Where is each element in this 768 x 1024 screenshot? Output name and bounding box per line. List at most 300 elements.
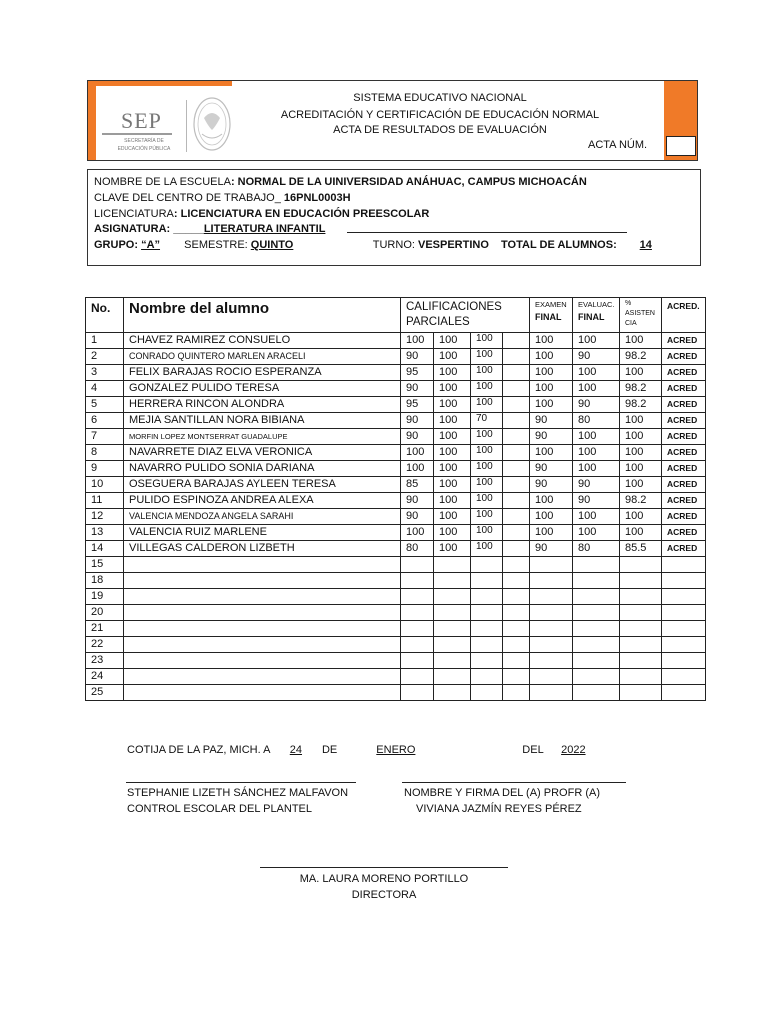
header-examen-line-2: FINAL <box>535 312 562 322</box>
grades-table <box>85 297 706 701</box>
cell-ac <box>662 637 706 653</box>
cell-as <box>620 653 662 669</box>
cell-p4 <box>503 621 530 637</box>
table-row <box>86 589 706 605</box>
cell-p1 <box>401 621 434 637</box>
cell-as: 98.2 <box>620 349 662 365</box>
cell-no: 5 <box>86 397 124 413</box>
signature-line-directora <box>260 867 508 868</box>
table-row <box>86 669 706 685</box>
signature-line-profesor <box>402 782 626 783</box>
cell-name: CONRADO QUINTERO MARLEN ARACELI <box>124 349 401 365</box>
signature-line-control-escolar <box>126 782 356 783</box>
cell-ex <box>530 685 573 701</box>
cell-ev: 90 <box>573 397 620 413</box>
cell-p2: 100 <box>434 461 471 477</box>
cell-no: 13 <box>86 525 124 541</box>
signer-3-role: DIRECTORA <box>351 889 417 901</box>
cell-p4 <box>503 669 530 685</box>
cell-p2: 100 <box>434 333 471 349</box>
cell-p4 <box>503 493 530 509</box>
cell-p3: 100 <box>471 365 503 381</box>
cell-p3 <box>471 573 503 589</box>
table-row <box>86 557 706 573</box>
cell-ex: 100 <box>530 381 573 397</box>
cell-ex <box>530 589 573 605</box>
asignatura-underline <box>347 232 627 233</box>
cell-p2: 100 <box>434 413 471 429</box>
cell-ev <box>573 589 620 605</box>
cell-ex: 100 <box>530 397 573 413</box>
cell-no: 22 <box>86 637 124 653</box>
cell-p4 <box>503 381 530 397</box>
cell-as <box>620 621 662 637</box>
cell-ac: ACRED <box>662 381 706 397</box>
cell-ex: 100 <box>530 333 573 349</box>
cell-ev: 100 <box>573 333 620 349</box>
licenciatura-value: : LICENCIATURA EN EDUCACIÓN PREESCOLAR <box>173 208 430 220</box>
cell-ev: 100 <box>573 429 620 445</box>
cell-p4 <box>503 413 530 429</box>
header-asistencia-line-3: CIA <box>625 320 637 327</box>
table-row <box>86 541 706 557</box>
cell-p3 <box>471 669 503 685</box>
cell-p2 <box>434 589 471 605</box>
cell-p1: 90 <box>401 429 434 445</box>
header-name: Nombre del alumno <box>124 298 401 333</box>
cell-ev: 80 <box>573 541 620 557</box>
grades-table-body <box>86 333 706 701</box>
cell-name: CHAVEZ RAMIREZ CONSUELO <box>124 333 401 349</box>
cell-no: 25 <box>86 685 124 701</box>
cell-p2: 100 <box>434 365 471 381</box>
cell-as: 100 <box>620 477 662 493</box>
cell-p1 <box>401 573 434 589</box>
table-row <box>86 621 706 637</box>
cell-as <box>620 605 662 621</box>
cell-p2: 100 <box>434 397 471 413</box>
cell-name: NAVARRETE DIAZ ELVA VERONICA <box>124 445 401 461</box>
cell-name: VALENCIA RUIZ MARLENE <box>124 525 401 541</box>
cell-p4 <box>503 589 530 605</box>
cell-ex: 100 <box>530 365 573 381</box>
cell-as: 100 <box>620 413 662 429</box>
cell-ex <box>530 653 573 669</box>
cell-name <box>124 573 401 589</box>
table-row <box>86 461 706 477</box>
cell-p3: 100 <box>471 493 503 509</box>
cell-p3 <box>471 605 503 621</box>
cell-ev <box>573 653 620 669</box>
cell-no: 11 <box>86 493 124 509</box>
cell-p4 <box>503 509 530 525</box>
cell-p3: 100 <box>471 525 503 541</box>
cell-p2 <box>434 621 471 637</box>
cell-ex: 100 <box>530 445 573 461</box>
cell-as <box>620 669 662 685</box>
cell-p2: 100 <box>434 445 471 461</box>
cell-ac: ACRED <box>662 333 706 349</box>
cell-p4 <box>503 573 530 589</box>
cell-no: 10 <box>86 477 124 493</box>
cell-ex <box>530 573 573 589</box>
cell-p2 <box>434 685 471 701</box>
cell-p2: 100 <box>434 493 471 509</box>
cell-ev: 100 <box>573 445 620 461</box>
date-place: COTIJA DE LA PAZ, MICH. A <box>127 744 273 756</box>
cell-p3: 100 <box>471 349 503 365</box>
school-name-label: NOMBRE DE LA ESCUELA <box>94 176 231 188</box>
sep-logo-rule <box>102 133 172 135</box>
cell-p4 <box>503 429 530 445</box>
cell-ac: ACRED <box>662 365 706 381</box>
cell-ev <box>573 669 620 685</box>
cell-ac: ACRED <box>662 429 706 445</box>
cell-no: 19 <box>86 589 124 605</box>
acta-number-label: ACTA NÚM. <box>588 139 648 151</box>
cell-p4 <box>503 349 530 365</box>
table-row <box>86 413 706 429</box>
cell-p2: 100 <box>434 541 471 557</box>
table-header-row <box>86 298 706 333</box>
cell-p1 <box>401 589 434 605</box>
cell-as: 98.2 <box>620 397 662 413</box>
cell-ev: 100 <box>573 461 620 477</box>
cell-ac <box>662 605 706 621</box>
cell-ac: ACRED <box>662 541 706 557</box>
header-calificaciones-parciales <box>401 298 530 333</box>
cell-name: NAVARRO PULIDO SONIA DARIANA <box>124 461 401 477</box>
cell-name: VALENCIA MENDOZA ANGELA SARAHI <box>124 509 401 525</box>
cell-no: 23 <box>86 653 124 669</box>
header-evaluacion-final <box>573 298 620 333</box>
cell-name: GONZALEZ PULIDO TERESA <box>124 381 401 397</box>
cell-name: MEJIA SANTILLAN NORA BIBIANA <box>124 413 401 429</box>
cell-name <box>124 589 401 605</box>
header-parciales-line-2: PARCIALES <box>406 316 470 328</box>
cell-p4 <box>503 685 530 701</box>
cell-p3: 100 <box>471 461 503 477</box>
licenciatura-label: LICENCIATURA <box>94 208 174 220</box>
cell-p4 <box>503 445 530 461</box>
cell-p2: 100 <box>434 509 471 525</box>
cell-ev <box>573 621 620 637</box>
cell-ex: 90 <box>530 429 573 445</box>
header-asistencia <box>620 298 662 333</box>
cell-p3: 100 <box>471 397 503 413</box>
cell-p4 <box>503 477 530 493</box>
cell-p2 <box>434 605 471 621</box>
cell-p3: 70 <box>471 413 503 429</box>
cell-name: OSEGUERA BARAJAS AYLEEN TERESA <box>124 477 401 493</box>
cell-p3: 100 <box>471 429 503 445</box>
cell-p2: 100 <box>434 477 471 493</box>
table-row <box>86 653 706 669</box>
cell-name <box>124 621 401 637</box>
cell-p4 <box>503 653 530 669</box>
school-name-value: : NORMAL DE LA UINIVERSIDAD ANÁHUAC, CAMPUS MICHOACÁN <box>230 176 587 188</box>
cell-ex <box>530 557 573 573</box>
cell-p1: 90 <box>401 413 434 429</box>
cell-ev <box>573 637 620 653</box>
cell-ex <box>530 605 573 621</box>
date-month: ENERO <box>376 744 416 756</box>
cell-no: 20 <box>86 605 124 621</box>
signer-1-role: CONTROL ESCOLAR DEL PLANTEL <box>127 803 313 815</box>
cell-no: 9 <box>86 461 124 477</box>
grupo-row <box>94 239 672 251</box>
table-row <box>86 477 706 493</box>
cell-name <box>124 605 401 621</box>
cell-p2 <box>434 573 471 589</box>
cell-name: HERRERA RINCON ALONDRA <box>124 397 401 413</box>
table-row <box>86 685 706 701</box>
cell-ac <box>662 685 706 701</box>
clave-row <box>94 192 351 204</box>
sep-logo-subtitle-1: SECRETARÍA DE <box>124 138 164 144</box>
table-row <box>86 605 706 621</box>
cell-p4 <box>503 541 530 557</box>
cell-p3: 100 <box>471 509 503 525</box>
cell-no: 1 <box>86 333 124 349</box>
table-row <box>86 397 706 413</box>
cell-as <box>620 589 662 605</box>
cell-p2: 100 <box>434 525 471 541</box>
header-examen-final <box>530 298 573 333</box>
total-alumnos-value: 14 <box>639 239 652 251</box>
cell-name <box>124 669 401 685</box>
cell-p2: 100 <box>434 349 471 365</box>
cell-ac: ACRED <box>662 477 706 493</box>
header-examen-line-1: EXAMEN <box>535 300 567 309</box>
cell-p2 <box>434 637 471 653</box>
cell-ev <box>573 685 620 701</box>
asignatura-label: ASIGNATURA: _____ <box>94 223 204 235</box>
cell-p1: 90 <box>401 493 434 509</box>
cell-ev: 100 <box>573 381 620 397</box>
cell-no: 8 <box>86 445 124 461</box>
cell-ex: 90 <box>530 461 573 477</box>
cell-ex: 90 <box>530 541 573 557</box>
cell-as: 100 <box>620 461 662 477</box>
cell-as: 100 <box>620 333 662 349</box>
turno-label: TURNO: <box>372 239 418 251</box>
cell-p3: 100 <box>471 477 503 493</box>
cell-ex: 90 <box>530 477 573 493</box>
cell-name <box>124 637 401 653</box>
cell-no: 14 <box>86 541 124 557</box>
cell-no: 12 <box>86 509 124 525</box>
cell-as: 100 <box>620 365 662 381</box>
cell-ac <box>662 653 706 669</box>
cell-p1: 90 <box>401 509 434 525</box>
cell-ev <box>573 557 620 573</box>
cell-p1: 100 <box>401 333 434 349</box>
table-row <box>86 429 706 445</box>
cell-ac <box>662 573 706 589</box>
cell-p3 <box>471 589 503 605</box>
cell-p2 <box>434 557 471 573</box>
table-row <box>86 525 706 541</box>
cell-ex: 100 <box>530 349 573 365</box>
cell-no: 15 <box>86 557 124 573</box>
cell-ac: ACRED <box>662 349 706 365</box>
table-row <box>86 381 706 397</box>
turno-value: VESPERTINO <box>418 239 489 251</box>
cell-ex <box>530 621 573 637</box>
cell-as: 98.2 <box>620 493 662 509</box>
cell-no: 24 <box>86 669 124 685</box>
cell-p3 <box>471 621 503 637</box>
cell-name: PULIDO ESPINOZA ANDREA ALEXA <box>124 493 401 509</box>
cell-p4 <box>503 637 530 653</box>
signer-3-name: MA. LAURA MORENO PORTILLO <box>299 873 469 885</box>
cell-name <box>124 685 401 701</box>
table-row <box>86 365 706 381</box>
cell-ac <box>662 557 706 573</box>
cell-p1 <box>401 669 434 685</box>
cell-p1 <box>401 605 434 621</box>
cell-ac <box>662 589 706 605</box>
cell-as: 100 <box>620 509 662 525</box>
cell-ex: 90 <box>530 413 573 429</box>
cell-ac <box>662 669 706 685</box>
cell-ex: 100 <box>530 493 573 509</box>
cell-as <box>620 573 662 589</box>
cell-ev <box>573 573 620 589</box>
cell-ac: ACRED <box>662 445 706 461</box>
header-evaluac-line-1: EVALUAC. <box>578 300 615 309</box>
total-alumnos-label: TOTAL DE ALUMNOS: <box>501 239 620 251</box>
header-line-1: SISTEMA EDUCATIVO NACIONAL <box>353 92 527 104</box>
cell-name: FELIX BARAJAS ROCIO ESPERANZA <box>124 365 401 381</box>
cell-p4 <box>503 525 530 541</box>
cell-p1: 85 <box>401 477 434 493</box>
cell-ac <box>662 621 706 637</box>
table-row <box>86 349 706 365</box>
cell-name: VILLEGAS CALDERON LIZBETH <box>124 541 401 557</box>
cell-p1: 80 <box>401 541 434 557</box>
cell-p1 <box>401 685 434 701</box>
orange-accent-bar-left <box>88 81 96 160</box>
cell-ex: 100 <box>530 509 573 525</box>
cell-p1 <box>401 557 434 573</box>
cell-p1: 90 <box>401 349 434 365</box>
header-evaluac-line-2: FINAL <box>578 312 605 322</box>
licenciatura-row <box>94 208 429 220</box>
cell-ev: 90 <box>573 493 620 509</box>
cell-p3: 100 <box>471 381 503 397</box>
cell-ev: 100 <box>573 365 620 381</box>
clave-label: CLAVE DEL CENTRO DE TRABAJO_ <box>94 192 281 204</box>
cell-name: MORFIN LOPEZ MONTSERRAT GUADALUPE <box>124 429 401 445</box>
table-row <box>86 493 706 509</box>
table-row <box>86 333 706 349</box>
header-line-3: ACTA DE RESULTADOS DE EVALUACIÓN <box>333 124 547 136</box>
cell-p3: 100 <box>471 333 503 349</box>
asignatura-value: LITERATURA INFANTIL <box>203 223 326 235</box>
header-acred: ACRED. <box>662 298 706 333</box>
cell-p3 <box>471 653 503 669</box>
cell-p3: 100 <box>471 541 503 557</box>
cell-p1 <box>401 653 434 669</box>
mexican-seal-icon <box>192 96 232 152</box>
cell-p2 <box>434 669 471 685</box>
date-year: 2022 <box>561 744 586 756</box>
cell-p3 <box>471 637 503 653</box>
header-parciales-line-1: CALIFICACIONES <box>406 301 502 313</box>
cell-ac: ACRED <box>662 413 706 429</box>
cell-as: 100 <box>620 525 662 541</box>
cell-p4 <box>503 365 530 381</box>
header-no: No. <box>86 298 124 333</box>
cell-ac: ACRED <box>662 525 706 541</box>
cell-p1: 95 <box>401 365 434 381</box>
header-line-2: ACREDITACIÓN Y CERTIFICACIÓN DE EDUCACIÓN NORMAL <box>280 109 600 121</box>
date-line <box>127 744 600 756</box>
grupo-label: GRUPO: <box>94 239 142 251</box>
cell-ac: ACRED <box>662 461 706 477</box>
table-row <box>86 637 706 653</box>
header-asistencia-line-2: ASISTEN <box>625 310 655 317</box>
cell-p1: 100 <box>401 445 434 461</box>
cell-as: 98.2 <box>620 381 662 397</box>
clave-value: 16PNL0003H <box>280 192 351 204</box>
cell-p4 <box>503 333 530 349</box>
cell-p2 <box>434 653 471 669</box>
cell-p3 <box>471 557 503 573</box>
date-day: 24 <box>289 744 303 756</box>
signer-2-title: NOMBRE Y FIRMA DEL (A) PROFR (A) <box>404 787 600 799</box>
cell-p1: 95 <box>401 397 434 413</box>
cell-as <box>620 557 662 573</box>
signer-1-name: STEPHANIE LIZETH SÁNCHEZ MALFAVON <box>127 787 349 799</box>
cell-p4 <box>503 557 530 573</box>
header-asistencia-line-1: % <box>625 300 632 307</box>
cell-ev: 80 <box>573 413 620 429</box>
semestre-value: QUINTO <box>250 239 294 251</box>
cell-ac: ACRED <box>662 493 706 509</box>
table-row <box>86 573 706 589</box>
cell-ev: 90 <box>573 477 620 493</box>
cell-name <box>124 653 401 669</box>
cell-as <box>620 637 662 653</box>
cell-p1: 100 <box>401 525 434 541</box>
cell-p2: 100 <box>434 381 471 397</box>
acta-number-field[interactable] <box>666 136 696 156</box>
sep-logo-text: SEP <box>121 108 162 133</box>
cell-no: 4 <box>86 381 124 397</box>
cell-p1 <box>401 637 434 653</box>
cell-ex <box>530 669 573 685</box>
cell-as: 85.5 <box>620 541 662 557</box>
cell-ex <box>530 637 573 653</box>
cell-p1: 90 <box>401 381 434 397</box>
cell-no: 6 <box>86 413 124 429</box>
cell-as <box>620 685 662 701</box>
cell-no: 21 <box>86 621 124 637</box>
cell-no: 2 <box>86 349 124 365</box>
cell-no: 7 <box>86 429 124 445</box>
grupo-value: “A” <box>141 239 161 251</box>
cell-ac: ACRED <box>662 397 706 413</box>
cell-ex: 100 <box>530 525 573 541</box>
cell-ac: ACRED <box>662 509 706 525</box>
cell-ev: 100 <box>573 509 620 525</box>
cell-ev: 90 <box>573 349 620 365</box>
logo-divider <box>186 100 187 152</box>
asignatura-row <box>94 223 627 235</box>
